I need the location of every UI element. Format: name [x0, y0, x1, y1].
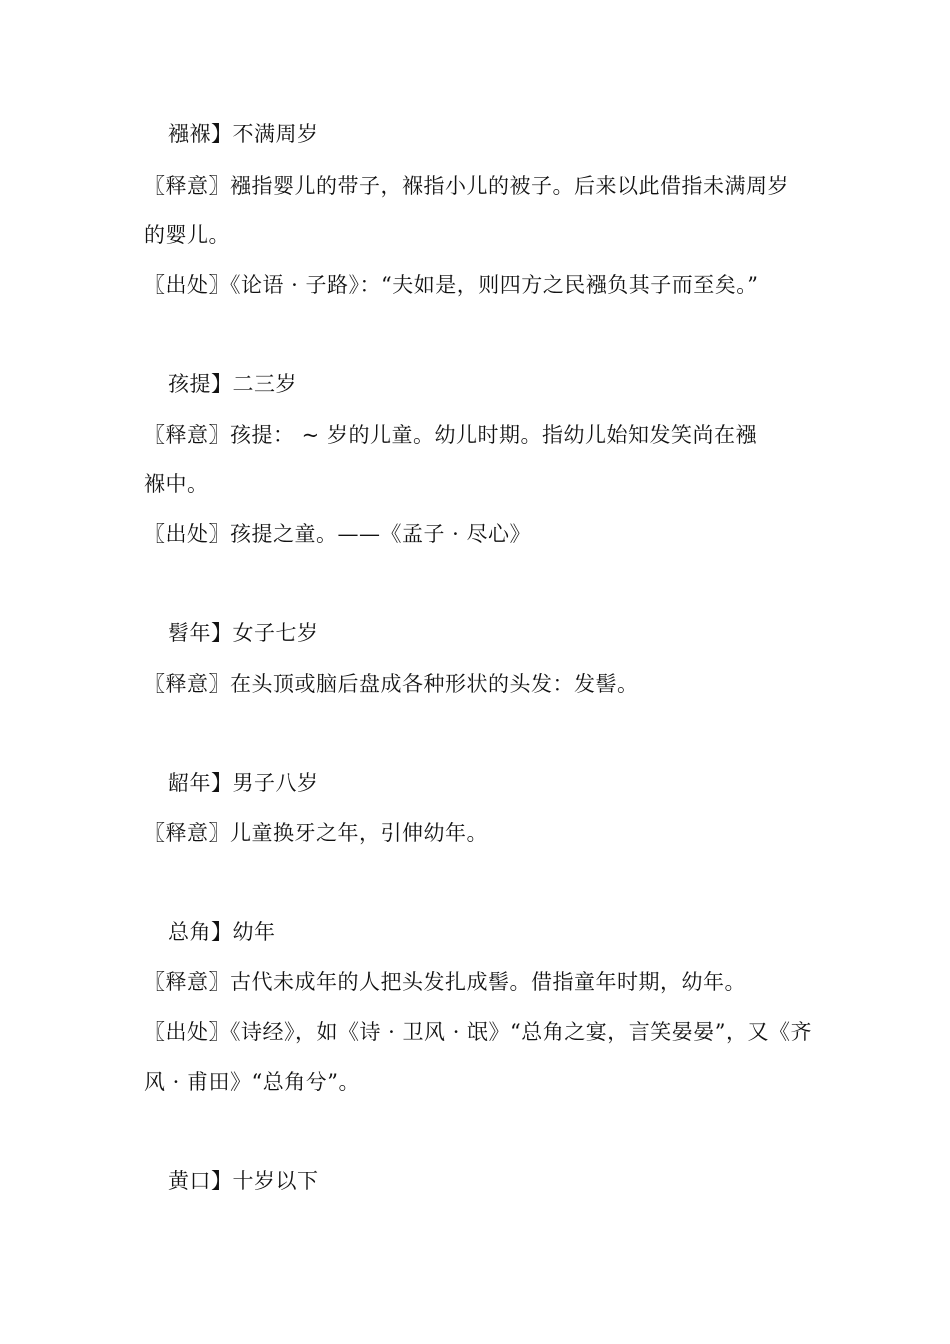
- entry-source-line: 〖出处〗孩提之童。——《孟子 · 尽心》: [144, 522, 532, 546]
- entry-heading: 髫年】女子七岁: [168, 621, 319, 645]
- entry-meaning-line: 〖释意〗孩提： ~ 岁的儿童。幼儿时期。指幼儿始知发笑尚在襁: [144, 423, 757, 447]
- entry-heading: 襁褓】不满周岁: [168, 122, 319, 146]
- entry-meaning-line: 〖释意〗襁指婴儿的带子，褓指小儿的被子。后来以此借指未满周岁: [144, 174, 789, 198]
- entry-heading: 黄口】十岁以下: [168, 1169, 319, 1193]
- entry-meaning-line: 〖释意〗古代未成年的人把头发扎成髻。借指童年时期，幼年。: [144, 970, 746, 994]
- entry-meaning-line: 褓中。: [144, 472, 209, 496]
- entry-meaning-line: 〖释意〗在头顶或脑后盘成各种形状的头发：发髻。: [144, 672, 639, 696]
- entry-source-line: 〖出处〗《诗经》，如《诗 · 卫风 · 氓》“总角之宴，言笑晏晏”，又《齐: [144, 1020, 813, 1044]
- entry-source-line: 风 · 甫田》“总角兮”。: [144, 1070, 360, 1094]
- entry-heading: 龆年】男子八岁: [168, 771, 319, 795]
- entry-source-line: 〖出处〗《论语 · 子路》：“夫如是，则四方之民襁负其子而至矣。”: [144, 273, 759, 297]
- entry-meaning-line: 的婴儿。: [144, 223, 230, 247]
- entry-heading: 总角】幼年: [168, 920, 276, 944]
- entry-heading: 孩提】二三岁: [168, 372, 297, 396]
- entry-meaning-line: 〖释意〗儿童换牙之年，引伸幼年。: [144, 821, 488, 845]
